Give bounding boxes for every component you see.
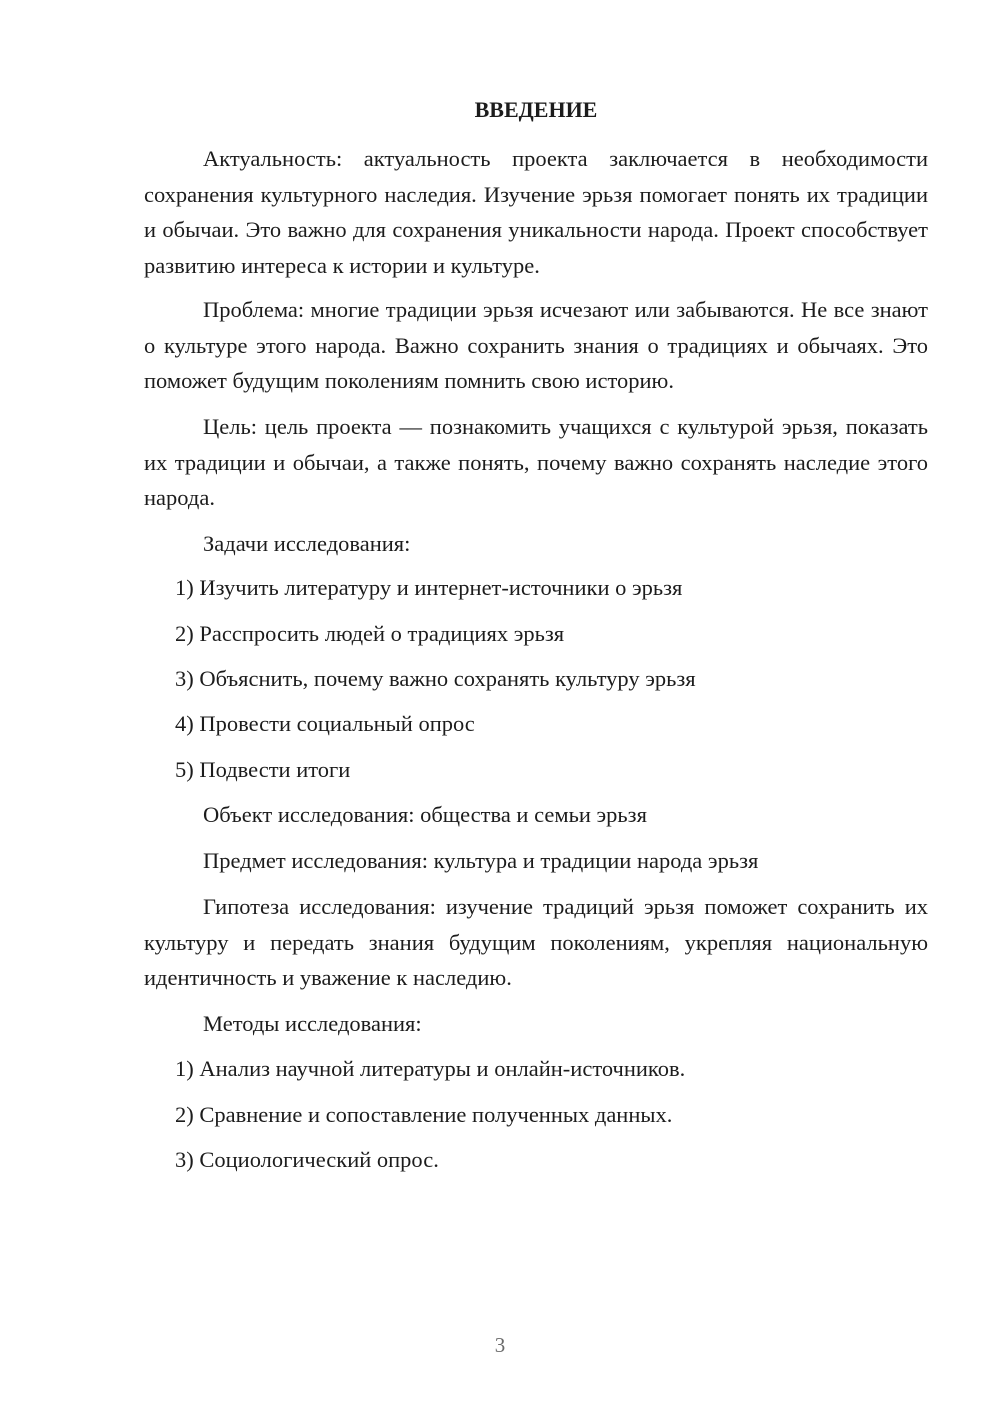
tasks-list-row (144, 616, 928, 652)
tasks-list (144, 570, 928, 606)
subject-section (144, 843, 928, 879)
object-line: Объект исследования: общества и семьи эрьзя (203, 802, 647, 827)
task-item: 5) Подвести итоги (175, 757, 351, 782)
methods-section (144, 1006, 928, 1042)
relevance-paragraph: Актуальность: актуальность проекта заключается в необходимости сохранения культурного наследия. Изучение эрьзя помогает понять их традиции и обычаи. Это важно для сохранения уникальности народа. Проект способствует развитию интереса к истории и культуре. (144, 146, 928, 278)
methods-heading: Методы исследования: (203, 1011, 422, 1036)
tasks-section (144, 526, 928, 562)
page-number: 3 (494, 1333, 506, 1357)
page-title: ВВЕДЕНИЕ (474, 97, 598, 122)
methods-list-row (144, 1097, 928, 1133)
problem-paragraph: Проблема: многие традиции эрьзя исчезают или забываются. Не все знают о культуре этого народа. Важно сохранить знания о традициях и обычаях. Это поможет будущим поколениям помнить свою историю. (144, 297, 928, 393)
object-section (144, 797, 928, 833)
task-item: 3) Объяснить, почему важно сохранять культуру эрьзя (175, 666, 696, 691)
relevance-section (144, 141, 928, 283)
task-item: 2) Расспросить людей о традициях эрьзя (175, 621, 565, 646)
task-item: 4) Провести социальный опрос (175, 711, 475, 736)
hypothesis-section (144, 889, 928, 996)
method-item: 1) Анализ научной литературы и онлайн-источников. (175, 1056, 686, 1081)
subject-line: Предмет исследования: культура и традиции народа эрьзя (203, 848, 759, 873)
methods-list-row (144, 1142, 928, 1178)
task-item: 1) Изучить литературу и интернет-источники о эрьзя (175, 575, 683, 600)
problem-section (144, 292, 928, 399)
hypothesis-paragraph: Гипотеза исследования: изучение традиций эрьзя поможет сохранить их культуру и передать знания будущим поколениям, укрепляя национальную идентичность и уважение к наследию. (144, 894, 928, 990)
tasks-list-row (144, 752, 928, 788)
tasks-list-row (144, 661, 928, 697)
methods-list-row (144, 1051, 928, 1087)
tasks-list-row (144, 706, 928, 742)
goal-section (144, 409, 928, 516)
goal-paragraph: Цель: цель проекта — познакомить учащихся с культурой эрьзя, показать их традиции и обычаи, а также понять, почему важно сохранять наследие этого народа. (144, 414, 928, 510)
method-item: 3) Социологический опрос. (175, 1147, 439, 1172)
tasks-heading: Задачи исследования: (203, 531, 411, 556)
method-item: 2) Сравнение и сопоставление полученных данных. (175, 1102, 673, 1127)
